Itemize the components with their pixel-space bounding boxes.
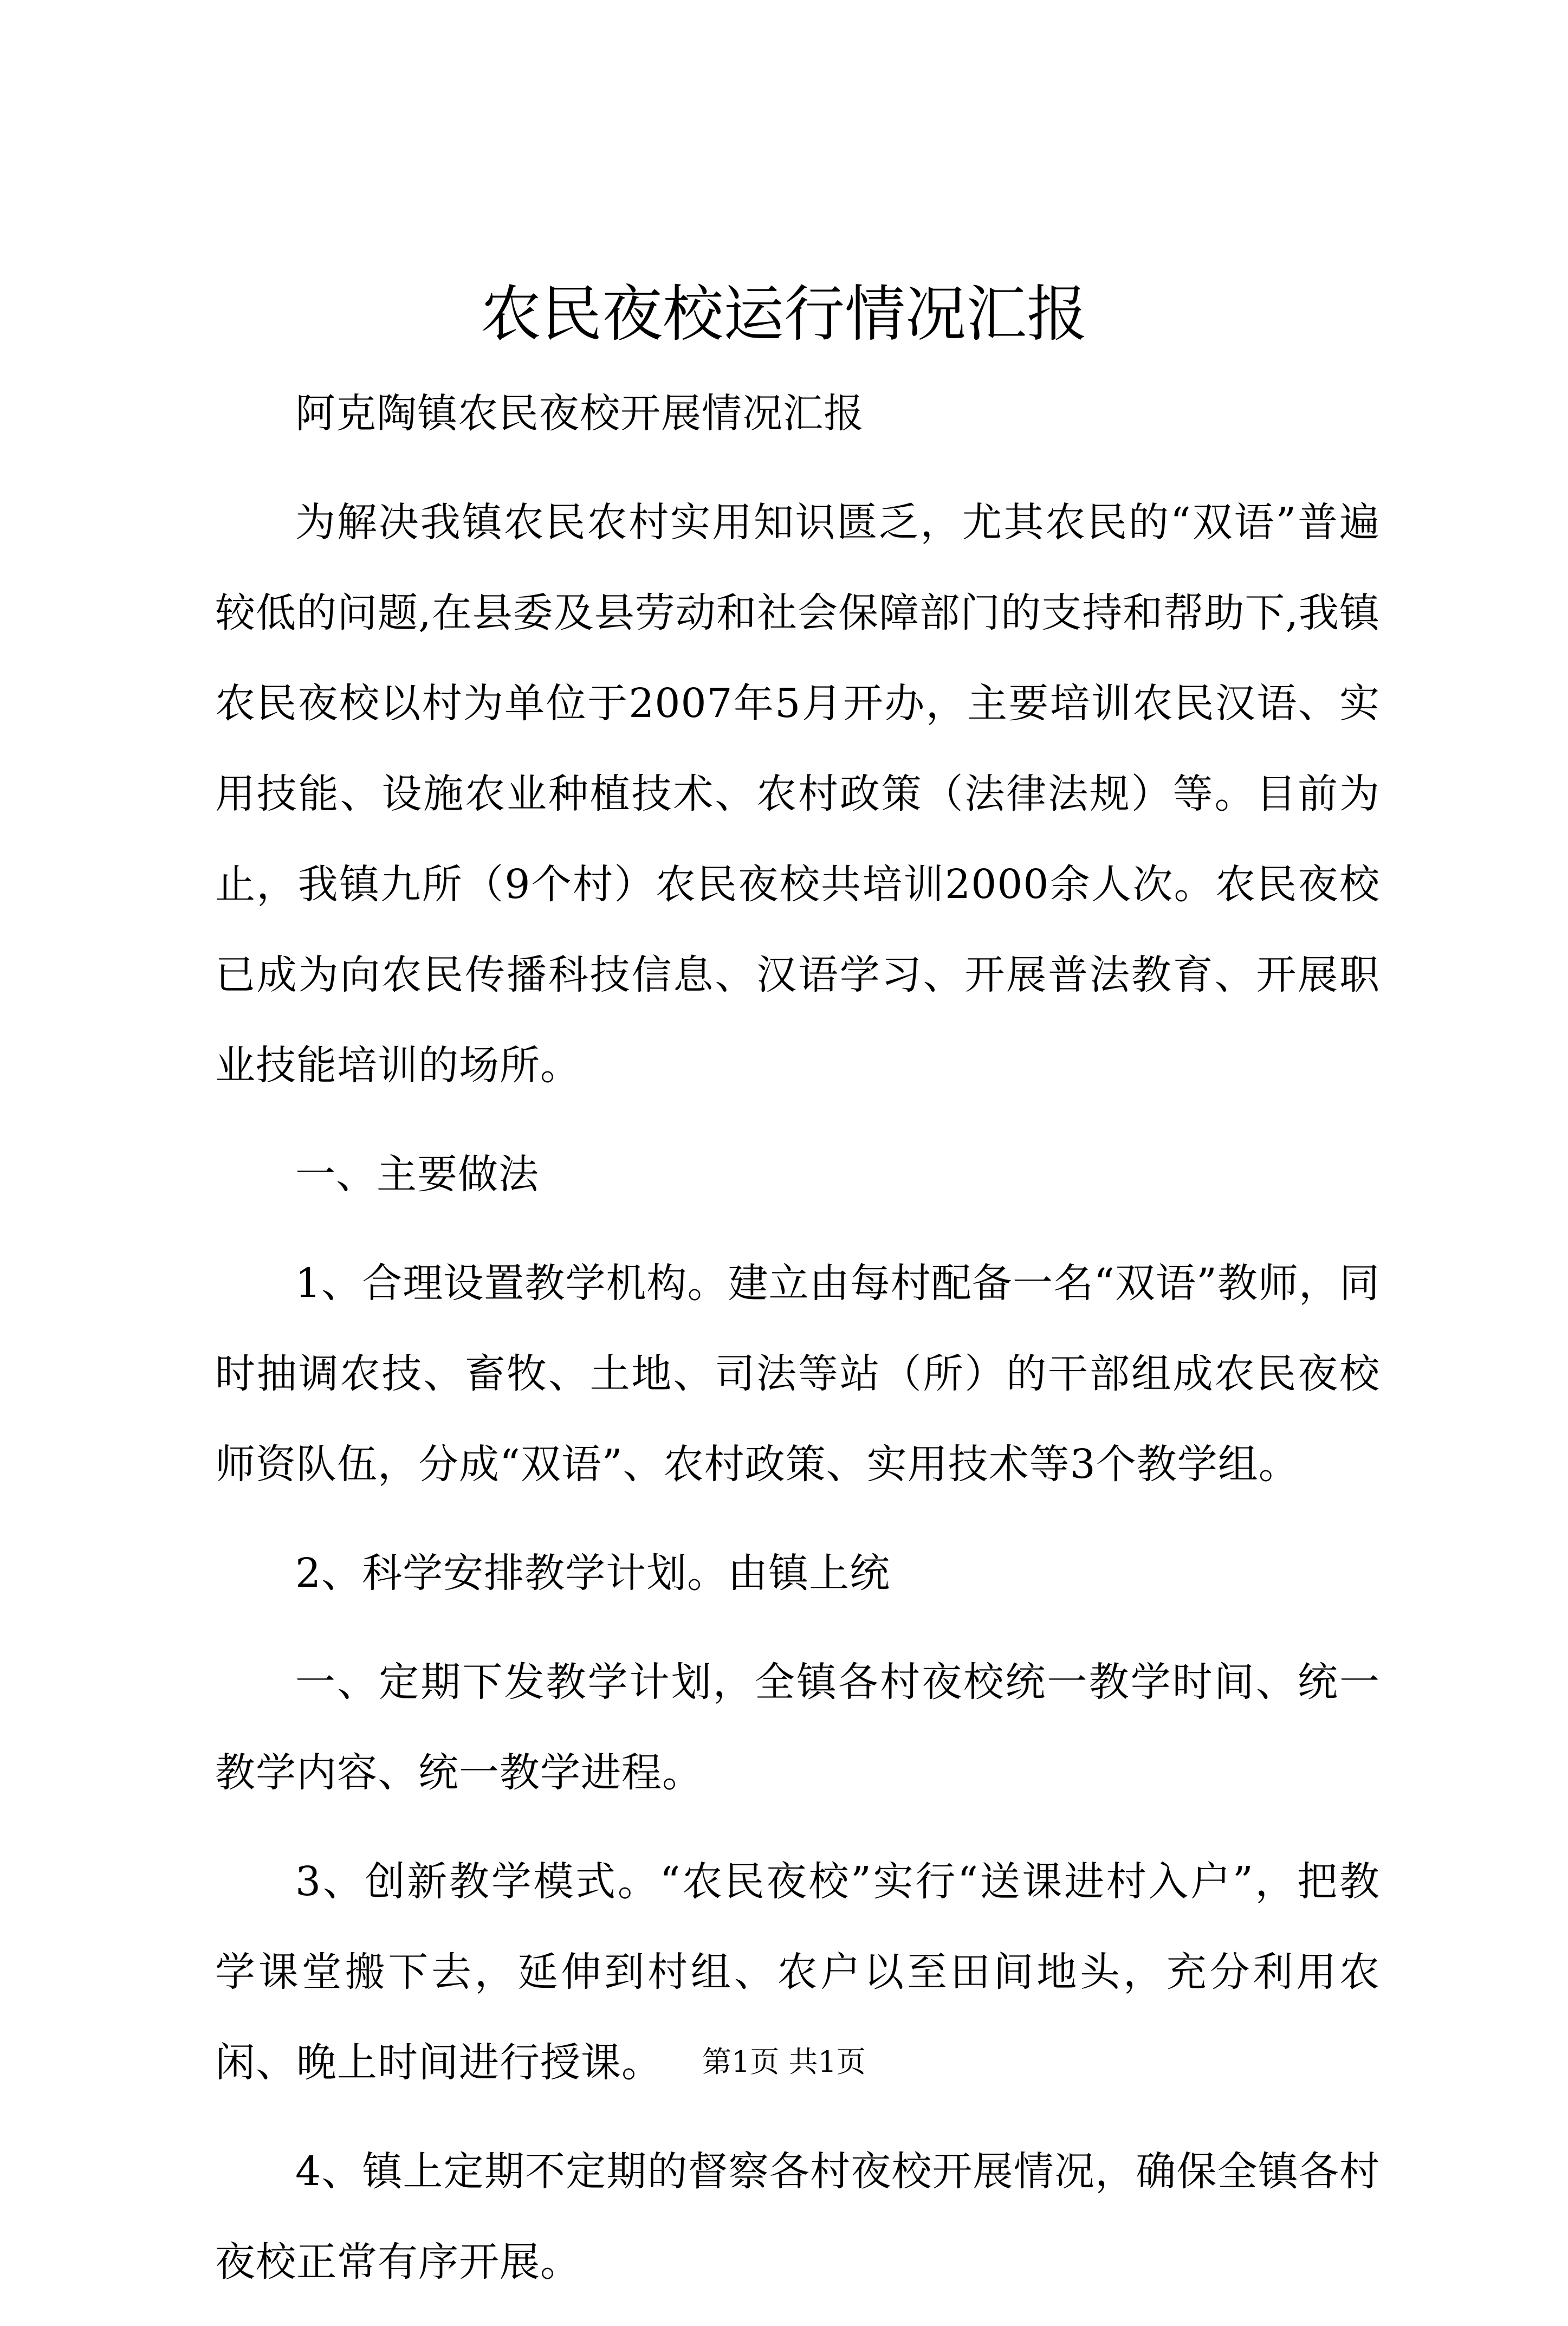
paragraph-item-2: 2、科学安排教学计划。由镇上统 xyxy=(295,1550,891,1597)
document-body xyxy=(215,369,1380,2326)
paragraph-item-1: 1、合理设置教学机构。建立由每村配备一名“双语”教师，同时抽调农技、畜牧、土地、司法等站（所）的干部组成农民夜校师资队伍，分成“双语”、农村政策、实用技术等3个教学组。 xyxy=(215,1260,1380,1488)
page-footer: 第1页 共1页 xyxy=(702,2045,866,2079)
paragraph-introduction: 为解决我镇农民农村实用知识匮乏，尤其农民的“双语”普遍较低的问题,在县委及县劳动和社会保障部门的支持和帮助下,我镇农民夜校以村为单位于2007年5月开办，主要培训农民汉语、实用技能、设施农业种植技术、农村政策（法律法规）等。目前为止，我镇九所（9个村）农民夜校共培训2000余人次。农民夜校已成为向农民传播科技信息、汉语学习、开展普法教育、开展职业技能培训的场所。 xyxy=(215,499,1380,1089)
section-heading-main-practices: 一、主要做法 xyxy=(295,1151,539,1198)
paragraph-item-2-continued: 一、定期下发教学计划，全镇各村夜校统一教学时间、统一教学内容、统一教学进程。 xyxy=(215,1659,1380,1796)
document-title: 农民夜校运行情况汇报 xyxy=(481,279,1087,350)
paragraph-item-4: 4、镇上定期不定期的督察各村夜校开展情况，确保全镇各村夜校正常有序开展。 xyxy=(215,2148,1380,2285)
paragraph-subtitle: 阿克陶镇农民夜校开展情况汇报 xyxy=(295,390,864,437)
paragraph-item-3: 3、创新教学模式。“农民夜校”实行“送课进村入户”，把教学课堂搬下去，延伸到村组、农户以至田间地头，充分利用农闲、晚上时间进行授课。 xyxy=(215,1858,1380,2086)
